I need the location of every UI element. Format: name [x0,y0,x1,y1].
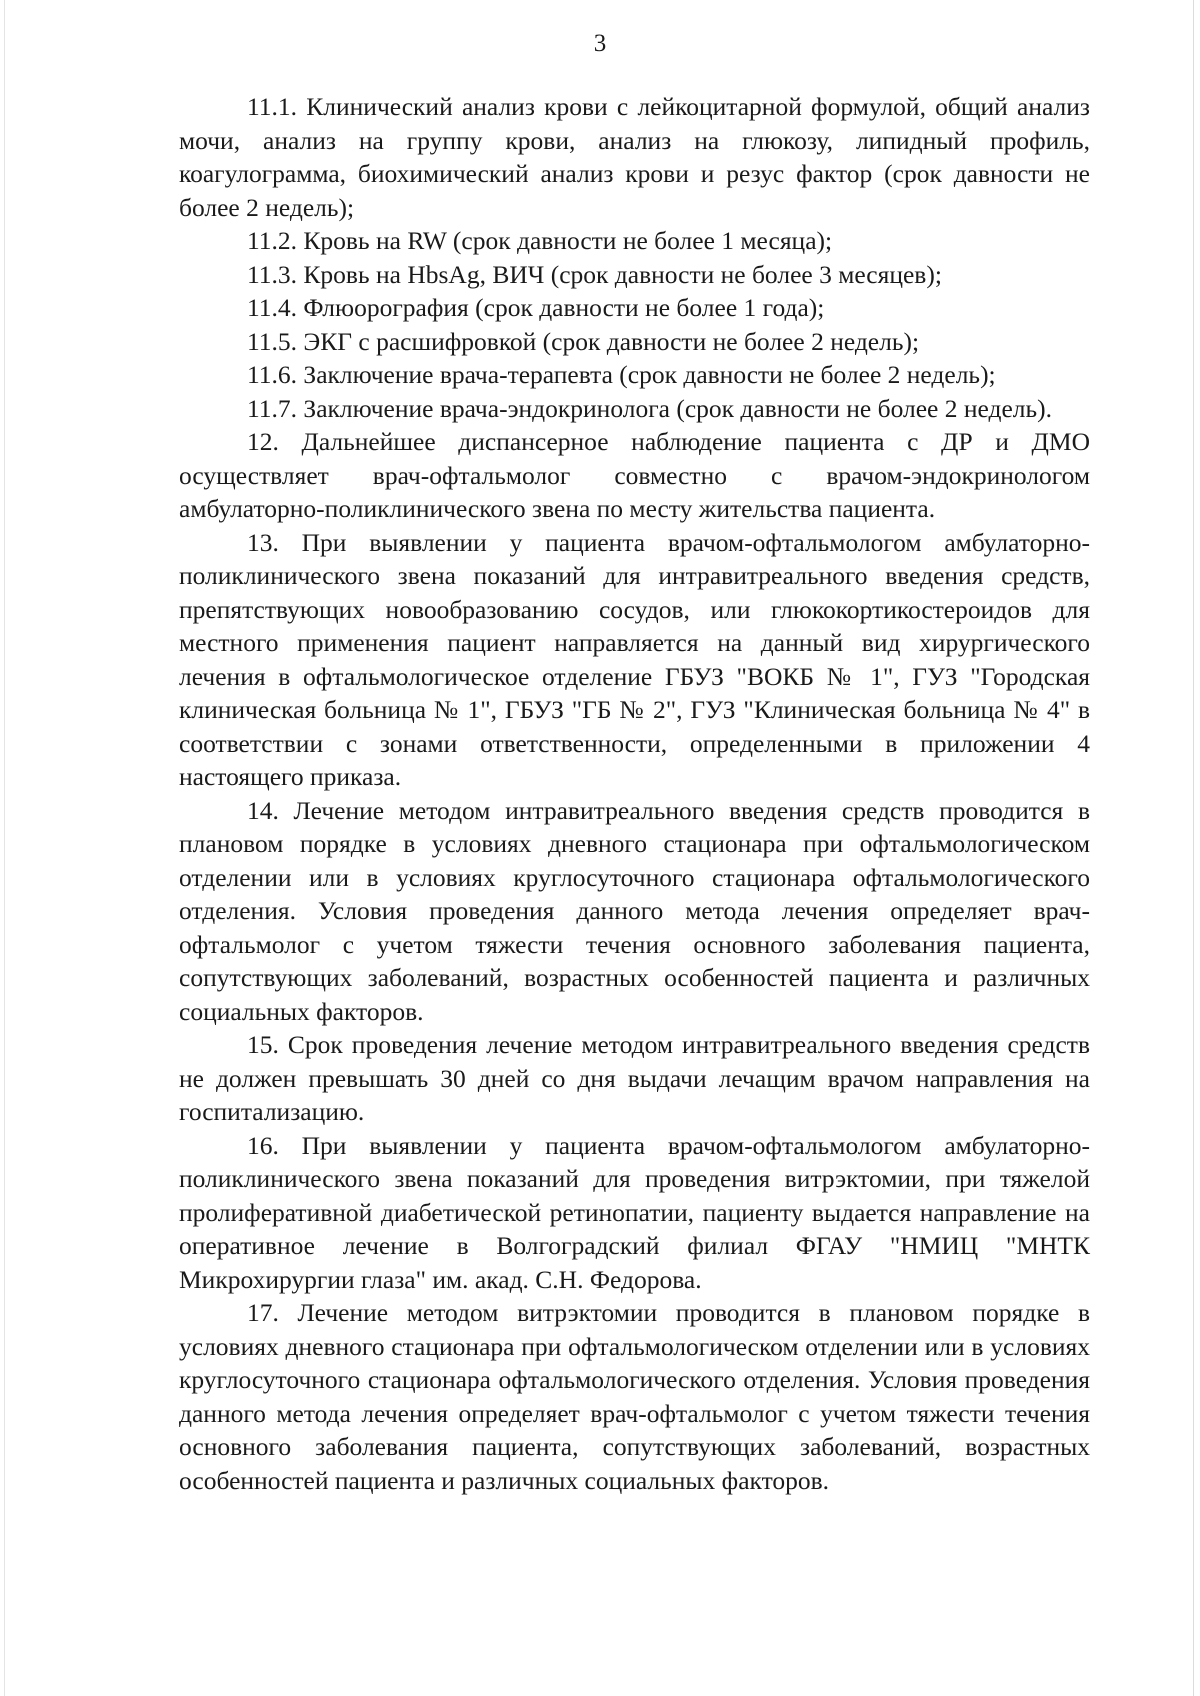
paragraph-13: 13. При выявлении у пациента врачом-офтальмологом амбулаторно-поликлинического звена показаний для интравитреального введения средств, препятствующих новообразованию сосудов, или глюкокортикостероидов для местного применения пациент направляется на данный вид хирургического лечения в офтальмологическое отделение ГБУЗ "ВОКБ № 1", ГУЗ "Городская клиническая больница № 1", ГБУЗ "ГБ № 2", ГУЗ "Клиническая больница № 4" в соответствии с зонами ответственности, определенными в приложении 4 настоящего приказа. [179,527,1090,791]
paragraph-17: 17. Лечение методом витрэктомии проводится в плановом порядке в условиях дневного стационара при офтальмологическом отделении или в условиях круглосуточного стационара офтальмологического отделения. Условия проведения данного метода лечения определяет врач-офтальмолог с учетом тяжести течения основного заболевания пациента, сопутствующих заболеваний, возрастных особенностей пациента и различных социальных факторов. [179,1298,1090,1495]
paragraph-11-6: 11.6. Заключение врача-терапевта (срок давности не более 2 недель); [247,360,996,389]
paragraph-11-3: 11.3. Кровь на HbsAg, ВИЧ (срок давности не более 3 месяцев); [247,259,942,289]
scan-edge-right [1193,0,1194,1696]
paragraph-16: 16. При выявлении у пациента врачом-офтальмологом амбулаторно-поликлинического звена показаний для проведения витрэктомии, при тяжелой пролиферативной диабетической ретинопатии, пациенту выдается направление на оперативное лечение в Волгоградский филиал ФГАУ "НМИЦ "МНТК Микрохирургии глаза" им. акад. С.Н. Федорова. [179,1130,1090,1294]
page-number: 3 [593,30,607,57]
paragraph-11-7: 11.7. Заключение врача-эндокринолога (срок давности не более 2 недель). [247,393,1053,423]
document-body [179,90,1090,1497]
paragraph-11-2: 11.2. Кровь на RW (срок давности не более 1 месяца); [247,226,833,255]
scan-edge-left [4,0,5,1696]
paragraph-11-5: 11.5. ЭКГ с расшифровкой (срок давности не более 2 недель); [247,326,920,356]
paragraph-15: 15. Срок проведения лечение методом интравитреального введения средств не должен превышать 30 дней со дня выдачи лечащим врачом направления на госпитализацию. [179,1030,1090,1126]
paragraph-14: 14. Лечение методом интравитреального введения средств проводится в плановом порядке в условиях дневного стационара при офтальмологическом отделении или в условиях круглосуточного стационара офтальмологического отделения. Условия проведения данного метода лечения определяет врач-офтальмолог с учетом тяжести течения основного заболевания пациента, сопутствующих заболеваний, возрастных особенностей пациента и различных социальных факторов. [179,795,1090,1026]
paragraph-11-1: 11.1. Клинический анализ крови с лейкоцитарной формулой, общий анализ мочи, анализ на группу крови, анализ на глюкозу, липидный профиль, коагулограмма, биохимический анализ крови и резус фактор (срок давности не более 2 недель); [179,92,1090,222]
paragraph-12: 12. Дальнейшее диспансерное наблюдение пациента с ДР и ДМО осуществляет врач-офтальмолог совместно с врачом-эндокринологом амбулаторно-поликлинического звена по месту жительства пациента. [179,427,1090,523]
paragraph-11-4: 11.4. Флюорография (срок давности не более 1 года); [247,293,825,322]
